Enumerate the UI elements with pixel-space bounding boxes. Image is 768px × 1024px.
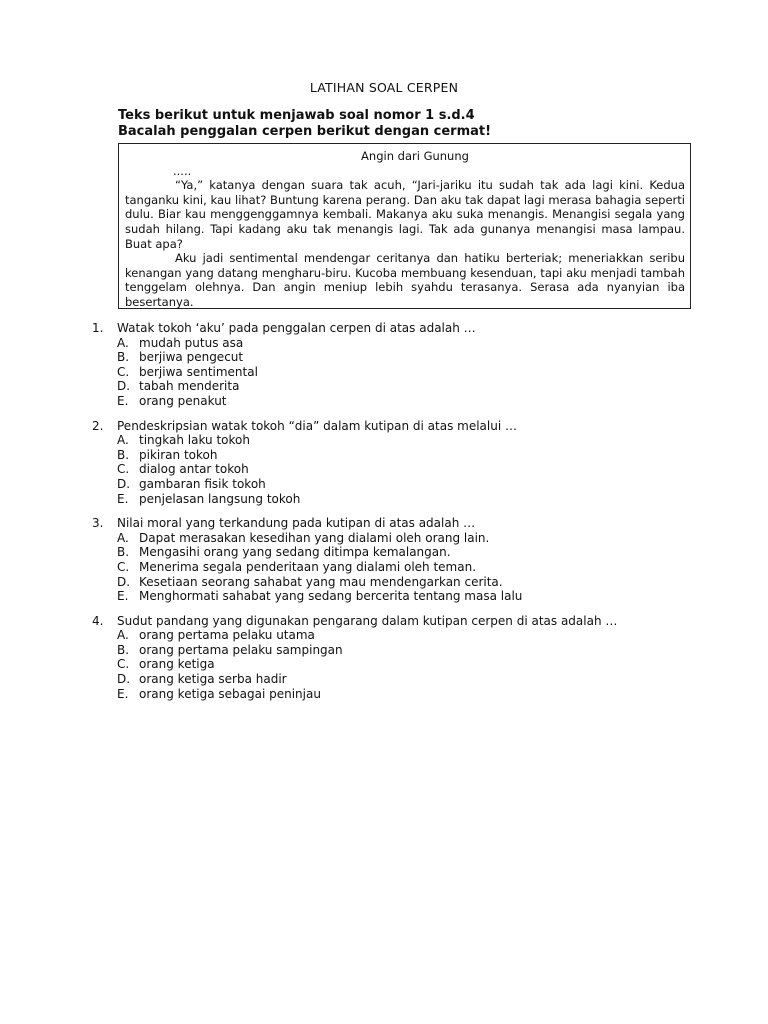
option-item <box>117 560 652 575</box>
option-text: tabah menderita <box>139 379 240 394</box>
question-stem <box>92 321 652 336</box>
option-item <box>117 394 652 409</box>
option-letter: E. <box>117 589 129 604</box>
option-text: orang penakut <box>139 393 227 408</box>
option-item <box>117 448 652 463</box>
option-text: berjiwa sentimental <box>139 364 258 379</box>
option-letter: B. <box>117 350 130 365</box>
option-item <box>117 492 652 507</box>
option-letter: D. <box>117 574 131 589</box>
option-item <box>117 365 652 380</box>
option-letter: B. <box>117 447 130 462</box>
option-item <box>117 433 652 448</box>
option-item <box>117 477 652 492</box>
question-stem <box>92 516 652 531</box>
option-item <box>117 336 652 351</box>
option-item <box>117 379 652 394</box>
option-text: penjelasan langsung tokoh <box>139 491 301 506</box>
option-item <box>117 350 652 365</box>
option-letter: B. <box>117 642 130 657</box>
option-letter: A. <box>117 530 129 545</box>
question-stem <box>92 419 652 434</box>
option-letter: D. <box>117 379 131 394</box>
question-number: 3. <box>92 516 104 531</box>
option-text: Kesetiaan seorang sahabat yang mau mendengarkan cerita. <box>139 574 503 589</box>
option-item <box>117 575 652 590</box>
option-letter: B. <box>117 545 130 560</box>
option-text: orang ketiga <box>139 657 215 672</box>
question-1 <box>92 321 652 409</box>
option-text: Mengasihi orang yang sedang ditimpa kemalangan. <box>139 545 451 560</box>
passage-title: Angin dari Gunung <box>361 149 469 163</box>
option-letter: A. <box>117 433 129 448</box>
option-item <box>117 687 652 702</box>
question-4 <box>92 614 652 702</box>
option-item <box>117 545 652 560</box>
question-number: 2. <box>92 418 104 433</box>
option-text: tingkah laku tokoh <box>139 433 250 448</box>
option-letter: C. <box>117 559 130 574</box>
option-text: Menghormati sahabat yang sedang bercerita tentang masa lalu <box>139 589 523 604</box>
question-text: Watak tokoh ‘aku’ pada penggalan cerpen di atas adalah … <box>117 321 476 335</box>
option-text: orang ketiga sebagai peninjau <box>139 686 321 701</box>
passage-paragraph-1: “Ya,” katanya dengan suara tak acuh, “Jari-jariku itu sudah tak ada lagi kini. Kedua tanganku kini, kau lihat? Buntung karena perang. Dan aku tak dapat lagi merasa bahagia seperti dulu. Biar kau menggenggamnya kembali. Makanya aku suka menangis. Menangisi segala yang sudah hilang. Tapi kadang aku tak menangis lagi. Tak ada gunanya menangisi masa lampau. Buat apa? <box>125 178 685 251</box>
passage-box <box>118 143 691 309</box>
option-letter: D. <box>117 672 131 687</box>
question-stem <box>92 614 652 629</box>
option-letter: D. <box>117 476 131 491</box>
option-text: gambaran fisik tokoh <box>139 476 266 491</box>
option-letter: E. <box>117 393 129 408</box>
option-text: Menerima segala penderitaan yang dialami oleh teman. <box>139 559 477 574</box>
option-list <box>117 433 652 506</box>
question-3 <box>92 516 652 604</box>
option-letter: A. <box>117 335 129 350</box>
question-2 <box>92 419 652 507</box>
passage-ellipsis: ..... <box>173 163 192 178</box>
option-text: orang ketiga serba hadir <box>139 672 287 687</box>
option-letter: C. <box>117 657 130 672</box>
option-letter: E. <box>117 686 129 701</box>
option-letter: A. <box>117 628 129 643</box>
option-item <box>117 672 652 687</box>
passage-paragraph-2: Aku jadi sentimental mendengar ceritanya dan hatiku berteriak; meneriakkan seribu kenangan yang datang mengharu-biru. Kucoba membuang kesenduan, tapi aku menjadi tambah tenggelam olehnya. Dan angin meniup lebih syahdu terasanya. Serasa ada nyanyian iba besertanya. <box>125 251 685 309</box>
question-text: Nilai moral yang terkandung pada kutipan di atas adalah … <box>117 516 476 531</box>
option-letter: E. <box>117 491 129 506</box>
instructions <box>118 108 491 139</box>
option-text: berjiwa pengecut <box>139 350 244 365</box>
option-item <box>117 628 652 643</box>
option-item <box>117 531 652 546</box>
option-item <box>117 589 652 604</box>
option-text: pikiran tokoh <box>139 447 218 462</box>
option-list <box>117 336 652 409</box>
document-title: LATIHAN SOAL CERPEN <box>309 80 459 95</box>
question-number: 1. <box>92 321 104 335</box>
question-text: Sudut pandang yang digunakan pengarang dalam kutipan cerpen di atas adalah … <box>117 613 618 628</box>
option-list <box>117 531 652 604</box>
question-text: Pendeskripsian watak tokoh “dia” dalam kutipan di atas melalui … <box>117 418 517 433</box>
option-text: Dapat merasakan kesedihan yang dialami oleh orang lain. <box>139 530 490 545</box>
option-item <box>117 462 652 477</box>
question-number: 4. <box>92 613 104 628</box>
option-item <box>117 657 652 672</box>
option-text: dialog antar tokoh <box>139 462 249 477</box>
option-text: mudah putus asa <box>139 335 244 350</box>
question-list <box>92 321 652 711</box>
instruction-line: Teks berikut untuk menjawab soal nomor 1 s.d.4 <box>118 108 475 123</box>
option-letter: C. <box>117 462 130 477</box>
instruction-line: Bacalah penggalan cerpen berikut dengan cermat! <box>118 123 492 139</box>
option-letter: C. <box>117 364 130 379</box>
option-text: orang pertama pelaku sampingan <box>139 642 343 657</box>
option-text: orang pertama pelaku utama <box>139 628 315 643</box>
option-item <box>117 643 652 658</box>
option-list <box>117 628 652 701</box>
